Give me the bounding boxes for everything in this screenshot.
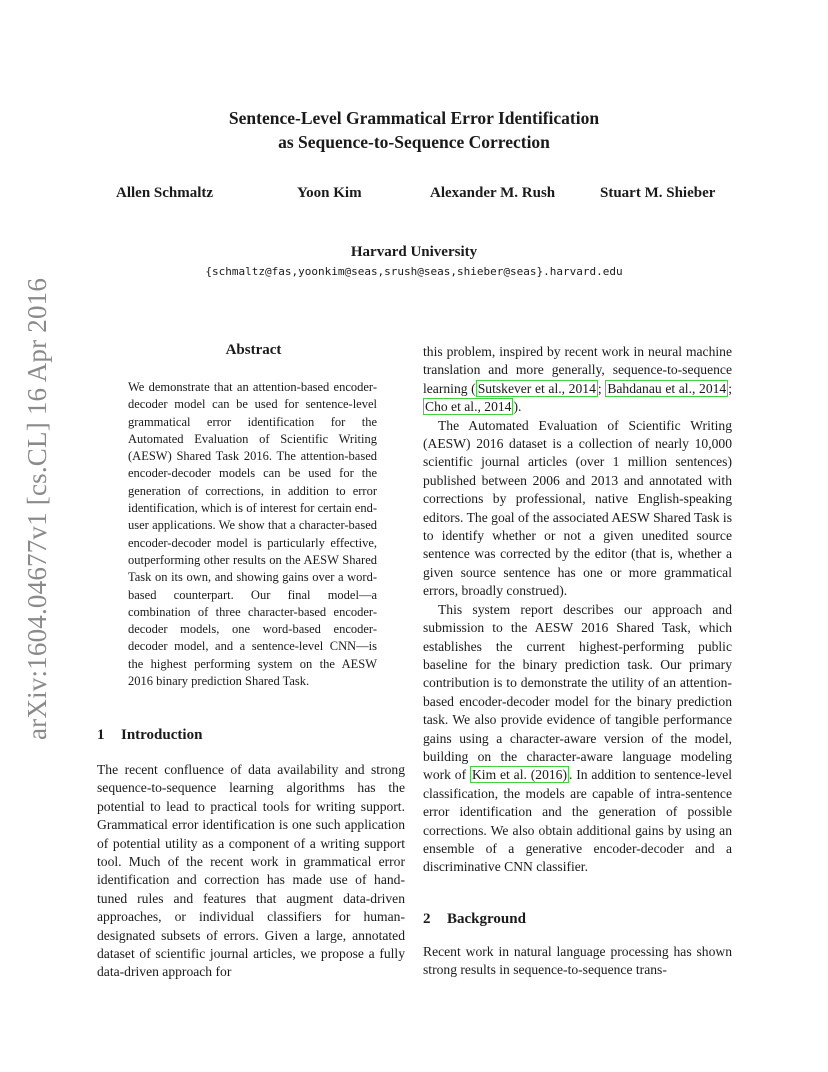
abstract-text: We demonstrate that an attention-based encoder-decoder model can be used for sentence-level grammatical error identification for the Automated Evaluation of Scientific Writing (AESW) Shared Task 2016. The attention-based encoder-decoder models can be used for the generation of corrections, in addition to error identification, which is of interest for certain end-user applications. We show that a character-based encoder-decoder model is particularly effective, outperforming other results on the AESW Shared Task on its own, and showing gains over a word-based counterpart. Our final model—a combination of three character-based encoder-decoder models, one word-based encoder-decoder model, and a sentence-level CNN—is the highest performing system on the AESW 2016 binary prediction Shared Task. <box>128 380 377 689</box>
citation-bahdanau[interactable]: Bahdanau et al., 2014 <box>607 380 727 396</box>
paragraph-2: The Automated Evaluation of Scientific Writing (AESW) 2016 dataset is a collection of nearly 10,000 scientific journal articles (over 1 million sentences) published between 2006 and 2013 and annotated with corrections by professional, native English-speaking editors. The goal of the associated AESW Shared Task is to identify whether or not a given unedited source sentence was corrected by the editor (that is, whether a given source sentence has one or more grammatical errors, broadly construed). <box>423 417 732 599</box>
section-number: 1 <box>97 727 105 743</box>
arxiv-stamp: arXiv:1604.04677v1 [cs.CL] 16 Apr 2016 <box>22 277 52 740</box>
author-3: Alexander M. Rush <box>430 185 556 201</box>
introduction-paragraph: The recent confluence of data availability and strong sequence-to-sequence learning algorithms has the potential to lead to practical tools for writing support. Grammatical error identification is one such application of potential utility as a component of a writing support tool. Much of the recent work in grammatical error identification and correction has made use of hand-tuned rules and features that augment data-driven approaches, or individual classifiers for human-designated subsets of errors. Given a large, annotated dataset of scientific journal articles, we propose a fully data-driven approach for <box>97 762 405 980</box>
citation-kim[interactable]: Kim et al. (2016) <box>471 767 567 783</box>
section-title: Introduction <box>121 727 203 743</box>
author-emails: {schmaltz@fas,yoonkim@seas,srush@seas,shieber@seas}.harvard.edu <box>205 265 623 278</box>
author-1: Allen Schmaltz <box>116 185 214 201</box>
author-4: Stuart M. Shieber <box>600 185 716 201</box>
citation-cho[interactable]: Cho et al., 2014 <box>425 399 512 415</box>
affiliation: Harvard University <box>350 244 478 260</box>
background-paragraph: Recent work in natural language processing has shown strong results in sequence-to-sequence trans- <box>423 944 732 978</box>
paragraph-1: this problem, inspired by recent work in neural machine translation and more generally, sequence-to-sequence learning ( Sutskever et al., 2014 ; Bahdanau et al., 2014 ; Cho et al., 2014 ). <box>423 344 732 415</box>
right-column-text <box>423 343 732 877</box>
paper-title-line-2: as Sequence-to-Sequence Correction <box>278 132 550 152</box>
abstract-heading: Abstract <box>225 342 282 358</box>
section-introduction-heading <box>97 727 405 744</box>
paragraph-3: This system report describes our approach and submission to the AESW 2016 Shared Task, which establishes the current highest-performing public baseline for the binary prediction task. Our primary contribution is to demonstrate the utility of an attention-based encoder-decoder model for the binary prediction task. We also provide evidence of tangible performance gains using a character-aware version of the model, building on the character-aware language modeling work of Kim et al. (2016) . In addition to sentence-level classification, the models are capable of intra-sentence error identification and the generation of possible corrections. We also obtain additional gains by using an ensemble of a generative encoder-decoder and a discriminative CNN classifier. <box>423 601 732 875</box>
citation-sutskever[interactable]: Sutskever et al., 2014 <box>477 380 596 396</box>
section-background-heading <box>423 911 732 928</box>
section-title: Background <box>447 911 526 927</box>
paper-title-line-1: Sentence-Level Grammatical Error Identification <box>228 108 600 128</box>
author-2: Yoon Kim <box>297 185 362 201</box>
section-number: 2 <box>423 911 431 927</box>
